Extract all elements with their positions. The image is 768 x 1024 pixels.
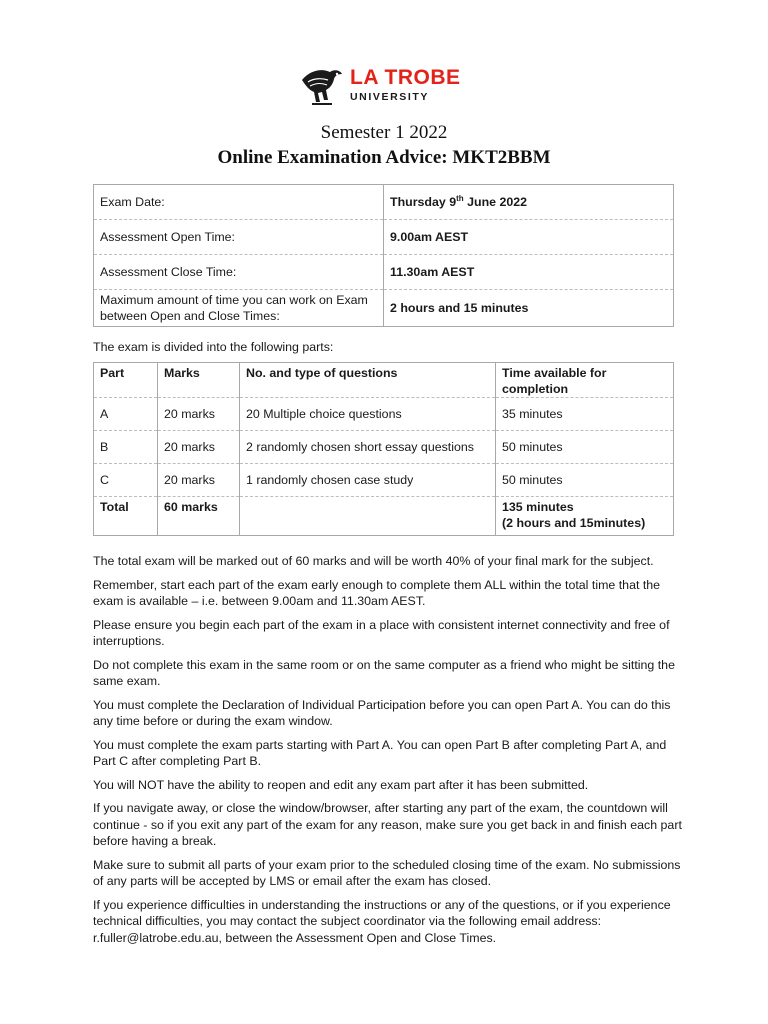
- total-questions: [240, 497, 496, 536]
- page-title: Online Examination Advice: MKT2BBM: [217, 147, 551, 168]
- info-value: 11.30am AEST: [384, 255, 674, 290]
- table-row: [94, 185, 674, 220]
- instruction-paragraph: You must complete the exam parts starting with Part A. You can open Part B after completing Part A, and Part C after completing Part B.: [93, 737, 667, 768]
- column-header: No. and type of questions: [240, 363, 496, 398]
- instruction-paragraph: Please ensure you begin each part of the exam in a place with consistent internet connectivity and free of interruptions.: [93, 617, 670, 648]
- logo-subtitle: UNIVERSITY: [350, 91, 430, 103]
- table-header-row: [94, 363, 674, 398]
- column-header: Part: [94, 363, 158, 398]
- info-label: Maximum amount of time you can work on Exam between Open and Close Times:: [94, 290, 384, 327]
- table-total-row: [94, 497, 674, 536]
- table-cell: C: [94, 464, 158, 497]
- parts-intro: The exam is divided into the following parts:: [93, 340, 334, 354]
- column-header: Time available for completion: [502, 366, 607, 396]
- total-label: Total: [94, 497, 158, 536]
- instruction-paragraph: You must complete the Declaration of Individual Participation before you can open Part A. You can do this any time before or during the exam window.: [93, 697, 671, 728]
- column-header: Marks: [158, 363, 240, 398]
- table-cell: 50 minutes: [496, 431, 674, 464]
- table-row: [94, 398, 674, 431]
- total-time: 135 minutes (2 hours and 15minutes): [496, 497, 674, 536]
- table-cell: 20 marks: [158, 398, 240, 431]
- info-label: Assessment Open Time:: [94, 220, 384, 255]
- table-cell: 2 randomly chosen short essay questions: [240, 431, 496, 464]
- instruction-paragraph: You will NOT have the ability to reopen and edit any exam part after it has been submitted.: [93, 777, 589, 792]
- instructions-body: [93, 553, 683, 953]
- table-row: [94, 464, 674, 497]
- logo-wordmark: LA TROBE: [350, 66, 461, 89]
- info-label: Assessment Close Time:: [94, 255, 384, 290]
- table-cell: 1 randomly chosen case study: [240, 464, 496, 497]
- semester-heading: Semester 1 2022: [320, 122, 448, 143]
- university-logo: [300, 66, 470, 106]
- total-marks: 60 marks: [158, 497, 240, 536]
- instruction-paragraph: If you experience difficulties in understanding the instructions or any of the questions, or if you experience technical difficulties, you may contact the subject coordinator via the following email address: r.fuller@latrobe.edu.au, between the Assessment Open and Close Times.: [93, 897, 671, 945]
- info-label: Exam Date:: [94, 185, 384, 220]
- table-cell: B: [94, 431, 158, 464]
- exam-parts-table: [93, 362, 674, 536]
- table-cell: 20 marks: [158, 431, 240, 464]
- instruction-paragraph: Make sure to submit all parts of your exam prior to the scheduled closing time of the exam. No submissions of any parts will be accepted by LMS or email after the exam has closed.: [93, 857, 681, 888]
- info-value: Thursday 9th June 2022: [390, 194, 528, 210]
- table-cell: 20 marks: [158, 464, 240, 497]
- exam-info-table: [93, 184, 674, 327]
- table-cell: 35 minutes: [496, 398, 674, 431]
- instruction-paragraph: The total exam will be marked out of 60 marks and will be worth 40% of your final mark for the subject.: [93, 554, 654, 568]
- table-row: [94, 290, 674, 327]
- table-cell: 20 Multiple choice questions: [240, 398, 496, 431]
- instruction-paragraph: Remember, start each part of the exam early enough to complete them ALL within the total time that the exam is available – i.e. between 9.00am and 11.30am AEST.: [93, 577, 661, 608]
- table-cell: A: [94, 398, 158, 431]
- info-value: 9.00am AEST: [384, 220, 674, 255]
- table-row: [94, 255, 674, 290]
- table-row: [94, 220, 674, 255]
- instruction-paragraph: Do not complete this exam in the same room or on the same computer as a friend who might be sitting the same exam.: [93, 657, 675, 688]
- table-cell: 50 minutes: [496, 464, 674, 497]
- table-row: [94, 431, 674, 464]
- eagle-emblem-icon: [300, 66, 344, 108]
- info-value: 2 hours and 15 minutes: [384, 290, 674, 327]
- instruction-paragraph: If you navigate away, or close the window/browser, after starting any part of the exam, the countdown will continue - so if you exit any part of the exam for any reason, make sure you get back in and finish each part before having a break.: [93, 801, 682, 848]
